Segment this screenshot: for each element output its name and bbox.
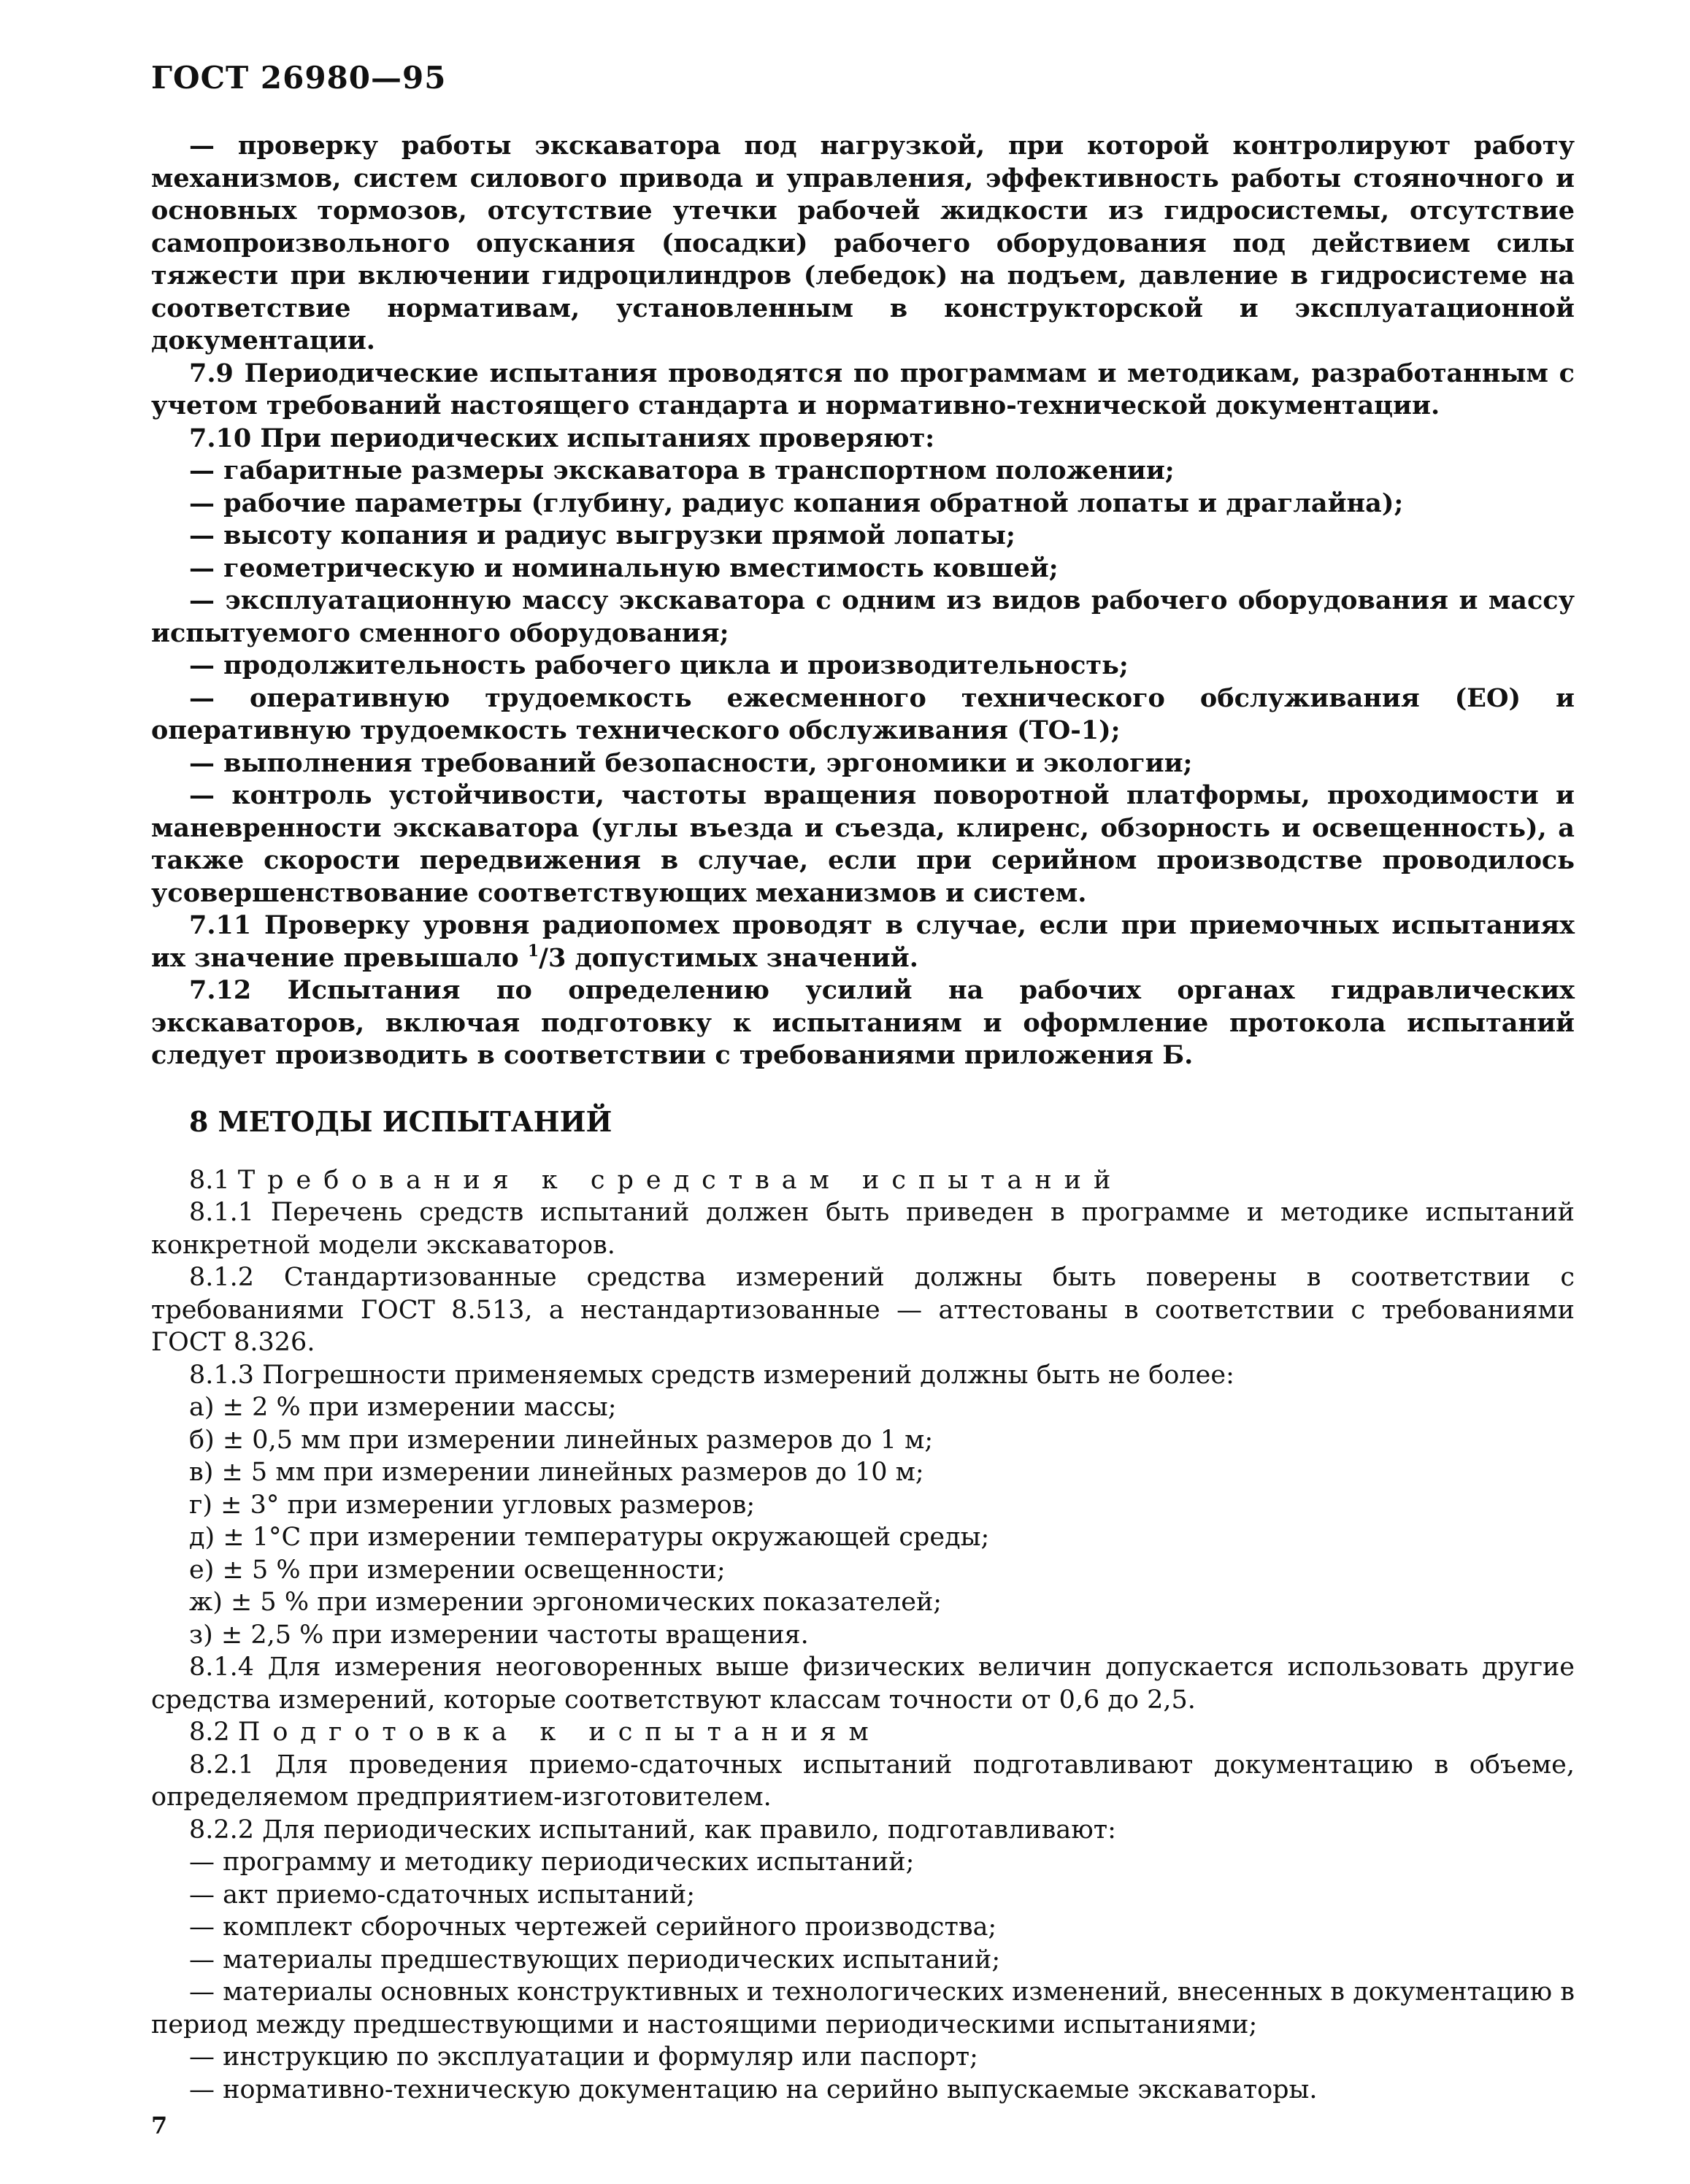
list-item: — эксплуатационную массу экскаватора с одним из видов рабочего оборудования и массу испытуемого сменного оборудования; xyxy=(151,585,1575,648)
paragraph: 8.1.2 Стандартизованные средства измерений должны быть поверены в соответствии с требованиями ГОСТ 8.513, а нестандартизованные — аттестованы в соответствии с требованиями ГОСТ 8.326. xyxy=(151,1263,1575,1357)
list-item: б) ± 0,5 мм при измерении линейных размеров до 1 м; xyxy=(189,1425,934,1455)
page-content xyxy=(151,130,1575,2106)
paragraph: 8.2.1 Для проведения приемо-сдаточных испытаний подготавливают документацию в объеме, определяемом предприятием-изготовителем. xyxy=(151,1750,1575,1812)
paragraph-7-11 xyxy=(151,910,1575,974)
paragraph: 8.1.4 Для измерения неоговоренных выше физических величин допускается использовать другие средства измерений, которые соответствуют классам точности от 0,6 до 2,5. xyxy=(151,1653,1575,1715)
text-run: допустимых значений. xyxy=(566,942,918,973)
list-item: ж) ± 5 % при измерении эргономических показателей; xyxy=(189,1588,942,1617)
list-item: — нормативно-техническую документацию на серийно выпускаемые экскаваторы. xyxy=(189,2075,1318,2104)
list-item: — акт приемо-сдаточных испытаний; xyxy=(189,1880,696,1910)
section-heading: 8 МЕТОДЫ ИСПЫТАНИЙ xyxy=(189,1104,612,1138)
list-item: — программу и методику периодических испытаний; xyxy=(189,1847,915,1877)
fraction-one-third xyxy=(528,943,566,973)
list-item: — выполнения требований безопасности, эргономики и экологии; xyxy=(189,747,1193,778)
list-item: — продолжительность рабочего цикла и производительность; xyxy=(189,650,1129,680)
list-item: — материалы предшествующих периодических испытаний; xyxy=(189,1945,1001,1975)
list-item: д) ± 1°С при измерении температуры окружающей среды; xyxy=(189,1523,990,1552)
list-item: — геометрическую и номинальную вместимость ковшей; xyxy=(189,553,1059,583)
bold-section xyxy=(151,130,1575,910)
page-number: 7 xyxy=(151,2112,168,2139)
paragraph: 8.1.3 Погрешности применяемых средств измерений должны быть не более: xyxy=(189,1360,1234,1390)
list-item: — рабочие параметры (глубину, радиус копания обратной лопаты и драглайна); xyxy=(189,488,1404,518)
subsection-title: Подготовка к испытаниям xyxy=(237,1718,881,1747)
list-item: — инструкцию по эксплуатации и формуляр или паспорт; xyxy=(189,2042,978,2072)
page-header: ГОСТ 26980—95 xyxy=(151,60,447,96)
list-item: а) ± 2 % при измерении массы; xyxy=(189,1393,617,1422)
list-item: — материалы основных конструктивных и технологических изменений, внесенных в документацию в период между предшествующими и настоящими периодическими испытаниями; xyxy=(151,1977,1575,2039)
subsection-title: Требования к средствам испытаний xyxy=(237,1165,1124,1195)
list-item: е) ± 5 % при измерении освещенности; xyxy=(189,1555,726,1585)
subsection-heading xyxy=(151,1716,1575,1749)
paragraph: 7.10 При периодических испытаниях проверяют: xyxy=(189,423,935,453)
list-item: в) ± 5 мм при измерении линейных размеров до 10 м; xyxy=(189,1458,924,1487)
paragraph: 7.9 Периодические испытания проводятся по программам и методикам, разработанным с учетом требований настоящего стандарта и нормативно-технической документации. xyxy=(151,358,1575,420)
subsection-number: 8.1 xyxy=(189,1165,230,1195)
fraction-denominator: 3 xyxy=(548,942,566,973)
list-item: — высоту копания и радиус выгрузки прямой лопаты; xyxy=(189,520,1015,550)
subsection-heading xyxy=(151,1164,1575,1197)
list-item: з) ± 2,5 % при измерении частоты вращения. xyxy=(189,1620,809,1650)
paragraph: — проверку работы экскаватора под нагрузкой, при которой контролируют работу механизмов, систем силового привода и управления, эффективность работы стояночного и основных тормозов, отсутствие утечки рабочей жидкости из гидросистемы, отсутствие самопроизвольного опускания (посадки) рабочего оборудования под действием силы тяжести при включении гидроцилиндров (лебедок) на подъем, давление в гидросистеме на соответствие нормативам, установленным в конструкторской и эксплуатационной документации. xyxy=(151,131,1575,355)
fraction-slash: / xyxy=(539,942,548,973)
list-item: — оперативную трудоемкость ежесменного технического обслуживания (ЕО) и оперативную трудоемкость технического обслуживания (ТО-1); xyxy=(151,682,1575,745)
paragraph: 8.2.2 Для периодических испытаний, как правило, подготавливают: xyxy=(189,1815,1116,1845)
list-item: г) ± 3° при измерении угловых размеров; xyxy=(189,1490,756,1520)
list-item: — контроль устойчивости, частоты вращения поворотной платформы, проходимости и маневренности экскаватора (углы въезда и съезда, клиренс, обзорность и освещенность), а также скорости передвижения в случае, если при серийном производстве проводилось усовершенствование соответствующих механизмов и систем. xyxy=(151,780,1575,908)
paragraph-7-12: 7.12 Испытания по определению усилий на рабочих органах гидравлических экскаваторов, включая подготовку к испытаниям и оформление протокола испытаний следует производить в соответствии с требованиями приложения Б. xyxy=(151,975,1575,1070)
list-item: — габаритные размеры экскаватора в транспортном положении; xyxy=(189,455,1175,485)
subsection-number: 8.2 xyxy=(189,1718,230,1747)
fraction-numerator: 1 xyxy=(527,941,539,961)
paragraph: 8.1.1 Перечень средств испытаний должен быть приведен в программе и методике испытаний конкретной модели экскаваторов. xyxy=(151,1198,1575,1260)
list-item: — комплект сборочных чертежей серийного производства; xyxy=(189,1912,997,1942)
text-run: 7.11 Проверку уровня радиопомех проводят в случае, если при приемочных испытаниях их значение превышало xyxy=(151,910,1575,973)
